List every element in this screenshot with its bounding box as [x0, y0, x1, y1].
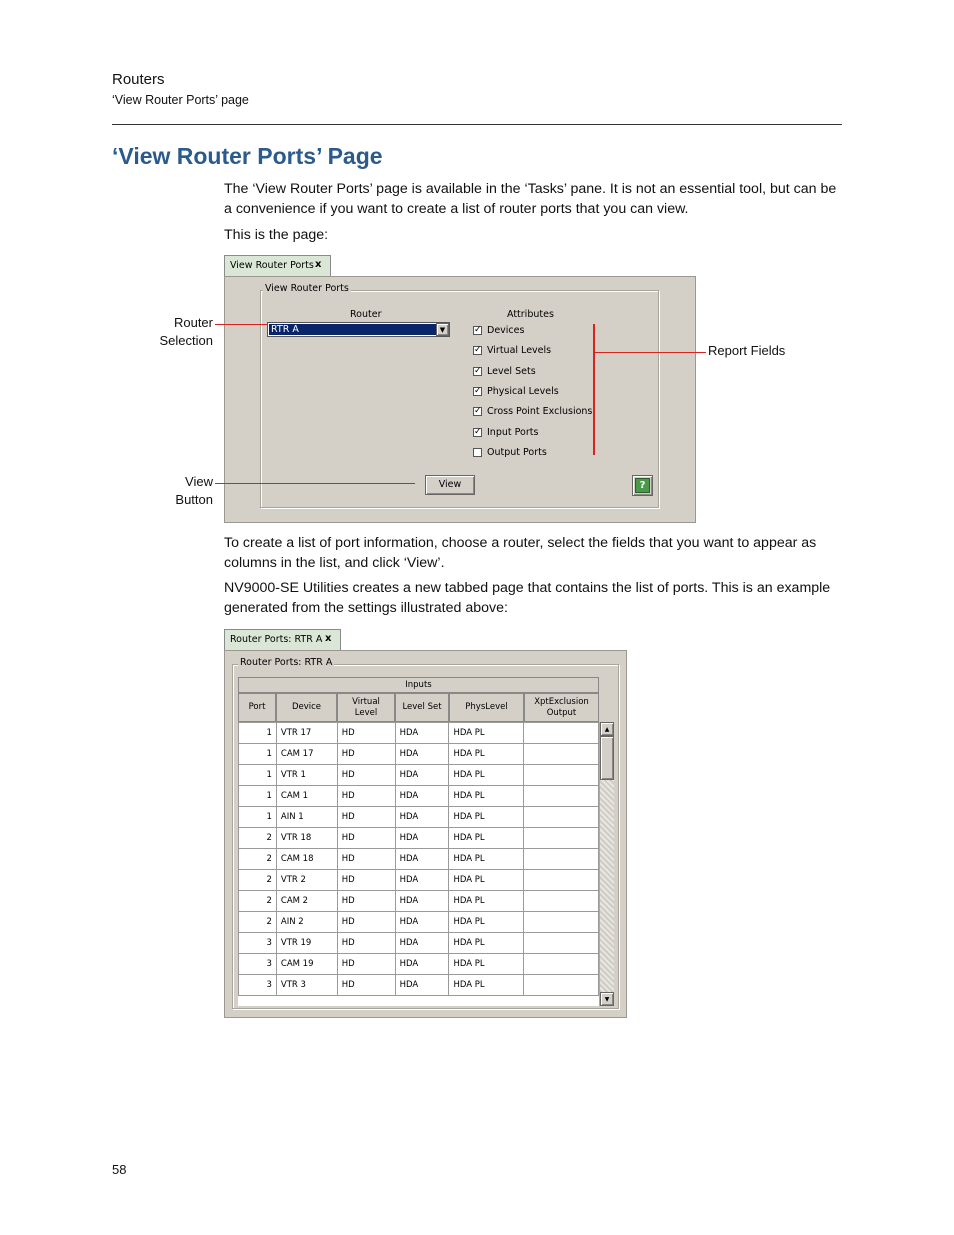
table-cell: HD	[337, 912, 395, 933]
table-row[interactable]	[239, 765, 599, 786]
attribute-option[interactable]	[473, 427, 538, 438]
table-cell: 2	[239, 912, 277, 933]
view-router-ports-panel	[224, 276, 696, 523]
table-cell: CAM 1	[276, 786, 337, 807]
instructions-paragraph: To create a list of port information, choose a router, select the fields that you want to appear as columns in the list, and click ‘View’.	[224, 535, 817, 571]
chevron-down-icon[interactable]: ▼	[436, 323, 449, 336]
table-cell	[524, 765, 599, 786]
callout-bracket-report-fields	[593, 324, 595, 455]
attribute-label: Physical Levels	[487, 385, 559, 397]
callout-view-line1: View	[185, 474, 213, 489]
table-cell: CAM 19	[276, 954, 337, 975]
table-cell: HD	[337, 723, 395, 744]
table-cell: HDA	[395, 786, 449, 807]
scroll-up-icon[interactable]: ▲	[600, 722, 614, 736]
attribute-label: Level Sets	[487, 365, 536, 377]
table-cell: 2	[239, 870, 277, 891]
attribute-label: Cross Point Exclusions	[487, 406, 593, 418]
table-row[interactable]	[239, 933, 599, 954]
callout-router-line1: Router	[173, 315, 213, 330]
table-cell: HDA PL	[449, 870, 524, 891]
table-cell: HDA	[395, 765, 449, 786]
attributes-label: Attributes	[507, 309, 554, 320]
table-row[interactable]	[239, 870, 599, 891]
router-label: Router	[350, 309, 382, 320]
table-cell: 1	[239, 744, 277, 765]
header-divider	[112, 124, 842, 125]
table-cell: HD	[337, 828, 395, 849]
table-cell: 3	[239, 933, 277, 954]
table-cell: 2	[239, 891, 277, 912]
table-cell: HDA	[395, 975, 449, 996]
attribute-option[interactable]	[473, 386, 559, 397]
help-button[interactable]	[632, 475, 653, 496]
attribute-checkbox[interactable]	[473, 448, 482, 457]
table-cell: HDA	[395, 912, 449, 933]
table-cell: HDA	[395, 933, 449, 954]
table-cell	[524, 828, 599, 849]
table-cell: AIN 2	[276, 912, 337, 933]
ports-table-body	[238, 722, 599, 1006]
table-cell	[524, 933, 599, 954]
table-cell: HD	[337, 954, 395, 975]
table-row[interactable]	[239, 975, 599, 996]
table-cell: HDA	[395, 870, 449, 891]
figure-intro: This is the page:	[224, 227, 329, 243]
table-cell: 1	[239, 786, 277, 807]
table-cell: HDA PL	[449, 891, 524, 912]
table-cell: VTR 17	[276, 723, 337, 744]
table-cell: HDA PL	[449, 786, 524, 807]
checkmark-icon[interactable]: ✓	[474, 325, 482, 335]
table-cell: 1	[239, 765, 277, 786]
table-cell: HDA PL	[449, 954, 524, 975]
table-cell	[524, 870, 599, 891]
table-cell: HD	[337, 870, 395, 891]
table-cell: HDA	[395, 744, 449, 765]
checkmark-icon[interactable]: ✓	[474, 365, 482, 376]
table-cell	[524, 786, 599, 807]
table-cell: VTR 2	[276, 870, 337, 891]
vertical-scrollbar[interactable]	[599, 722, 614, 1006]
attribute-option[interactable]	[473, 406, 592, 417]
tab-label: View Router Ports	[230, 260, 314, 271]
router-ports-panel	[224, 650, 627, 1018]
callout-view-line2: Button	[175, 492, 213, 507]
table-row[interactable]	[239, 954, 599, 975]
table-cell: HDA	[395, 723, 449, 744]
table-cell: 2	[239, 849, 277, 870]
close-icon[interactable]: x	[325, 633, 332, 644]
table-cell: HDA PL	[449, 912, 524, 933]
table-cell: CAM 2	[276, 891, 337, 912]
table-cell: HD	[337, 849, 395, 870]
table-cell: VTR 1	[276, 765, 337, 786]
table-cell: HDA	[395, 849, 449, 870]
table-cell: HDA PL	[449, 765, 524, 786]
table-cell: HDA PL	[449, 933, 524, 954]
table-cell	[524, 849, 599, 870]
table-row[interactable]	[239, 786, 599, 807]
running-header-chapter: Routers	[112, 71, 165, 88]
column-header[interactable]: Port	[238, 693, 276, 722]
tab-view-router-ports[interactable]	[224, 255, 331, 276]
attribute-option[interactable]	[473, 345, 551, 356]
table-cell: VTR 3	[276, 975, 337, 996]
table-cell: HDA	[395, 828, 449, 849]
table-row[interactable]	[239, 828, 599, 849]
table-cell: CAM 17	[276, 744, 337, 765]
attribute-label: Output Ports	[487, 446, 547, 458]
attribute-label: Virtual Levels	[487, 345, 552, 357]
table-cell: HD	[337, 933, 395, 954]
column-header[interactable]: PhysLevel	[449, 693, 524, 722]
table-cell: HDA PL	[449, 975, 524, 996]
table-cell: HDA	[395, 891, 449, 912]
table-cell: HDA PL	[449, 744, 524, 765]
column-group-header: Inputs	[238, 677, 599, 693]
table-cell: HDA PL	[449, 723, 524, 744]
table-cell: VTR 19	[276, 933, 337, 954]
table-cell: HD	[337, 786, 395, 807]
callout-view-button	[140, 473, 213, 509]
table-cell: 1	[239, 723, 277, 744]
tab-label: Router Ports: RTR A	[230, 634, 323, 645]
column-headers	[238, 693, 599, 722]
table-row[interactable]	[239, 891, 599, 912]
callout-line-report-fields	[594, 352, 706, 353]
table-cell: HD	[337, 765, 395, 786]
attributes-list	[473, 325, 623, 470]
table-cell: 1	[239, 807, 277, 828]
table-cell	[524, 975, 599, 996]
attribute-label: Devices	[487, 325, 525, 336]
column-header[interactable]: Device	[276, 693, 337, 722]
intro-paragraph: The ‘View Router Ports’ page is available in the ‘Tasks’ pane. It is not an essential tool, but can be a convenience if you want to create a list of router ports that you can view.	[224, 181, 837, 217]
table-cell	[524, 807, 599, 828]
page-title: ‘View Router Ports’ Page	[112, 143, 383, 169]
table-cell	[524, 891, 599, 912]
table-cell: CAM 18	[276, 849, 337, 870]
callout-router-selection	[140, 314, 213, 350]
table-cell	[524, 912, 599, 933]
callout-report-fields: Report Fields	[708, 343, 786, 358]
router-selected-value: RTR A	[269, 324, 437, 335]
page-number: 58	[112, 1162, 127, 1177]
table-cell: HDA	[395, 807, 449, 828]
table-cell: 2	[239, 828, 277, 849]
table-cell: 3	[239, 975, 277, 996]
table-cell: HD	[337, 975, 395, 996]
tab-router-ports-rtr-a[interactable]	[224, 629, 341, 650]
attribute-option[interactable]	[473, 366, 536, 377]
table-cell: AIN 1	[276, 807, 337, 828]
callout-line-router	[215, 324, 268, 325]
attribute-option[interactable]	[473, 447, 547, 458]
table-cell	[524, 723, 599, 744]
attribute-option[interactable]	[473, 325, 524, 336]
table-row[interactable]	[239, 723, 599, 744]
view-button[interactable]: View	[425, 475, 475, 495]
table-cell	[524, 744, 599, 765]
table-cell: HD	[337, 807, 395, 828]
callout-router-line2: Selection	[159, 333, 213, 348]
checkmark-icon[interactable]: ✓	[474, 406, 482, 417]
scroll-down-icon[interactable]: ▼	[600, 992, 614, 1006]
callout-line-view	[215, 483, 415, 484]
group-label: Router Ports: RTR A	[240, 657, 333, 668]
checkmark-icon[interactable]: ✓	[474, 345, 482, 356]
table-cell: HDA PL	[449, 849, 524, 870]
result-paragraph: NV9000-SE Utilities creates a new tabbed page that contains the list of ports. This is an example generated from the settings illustrated above:	[224, 580, 831, 616]
table-cell: HDA PL	[449, 828, 524, 849]
attribute-label: Input Ports	[487, 426, 539, 438]
table-cell: HD	[337, 744, 395, 765]
column-header[interactable]: Level Set	[395, 693, 449, 722]
router-select[interactable]	[267, 322, 450, 337]
close-icon[interactable]: x	[315, 259, 322, 270]
table-cell: VTR 18	[276, 828, 337, 849]
table-cell: HDA PL	[449, 807, 524, 828]
table-cell: HD	[337, 891, 395, 912]
scroll-thumb[interactable]	[600, 736, 614, 780]
column-header[interactable]: Virtual Level	[337, 693, 395, 722]
checkmark-icon[interactable]: ✓	[474, 426, 482, 437]
table-row[interactable]	[239, 807, 599, 828]
table-cell: HDA	[395, 954, 449, 975]
ports-table	[238, 722, 599, 996]
running-header-section: ‘View Router Ports’ page	[112, 93, 249, 107]
help-icon: ?	[635, 478, 650, 493]
table-row[interactable]	[239, 912, 599, 933]
column-header[interactable]: XptExclusion Output	[524, 693, 599, 722]
checkmark-icon[interactable]: ✓	[474, 385, 482, 396]
table-row[interactable]	[239, 849, 599, 870]
table-cell: 3	[239, 954, 277, 975]
table-row[interactable]	[239, 744, 599, 765]
table-cell	[524, 954, 599, 975]
group-label: View Router Ports	[265, 283, 349, 294]
